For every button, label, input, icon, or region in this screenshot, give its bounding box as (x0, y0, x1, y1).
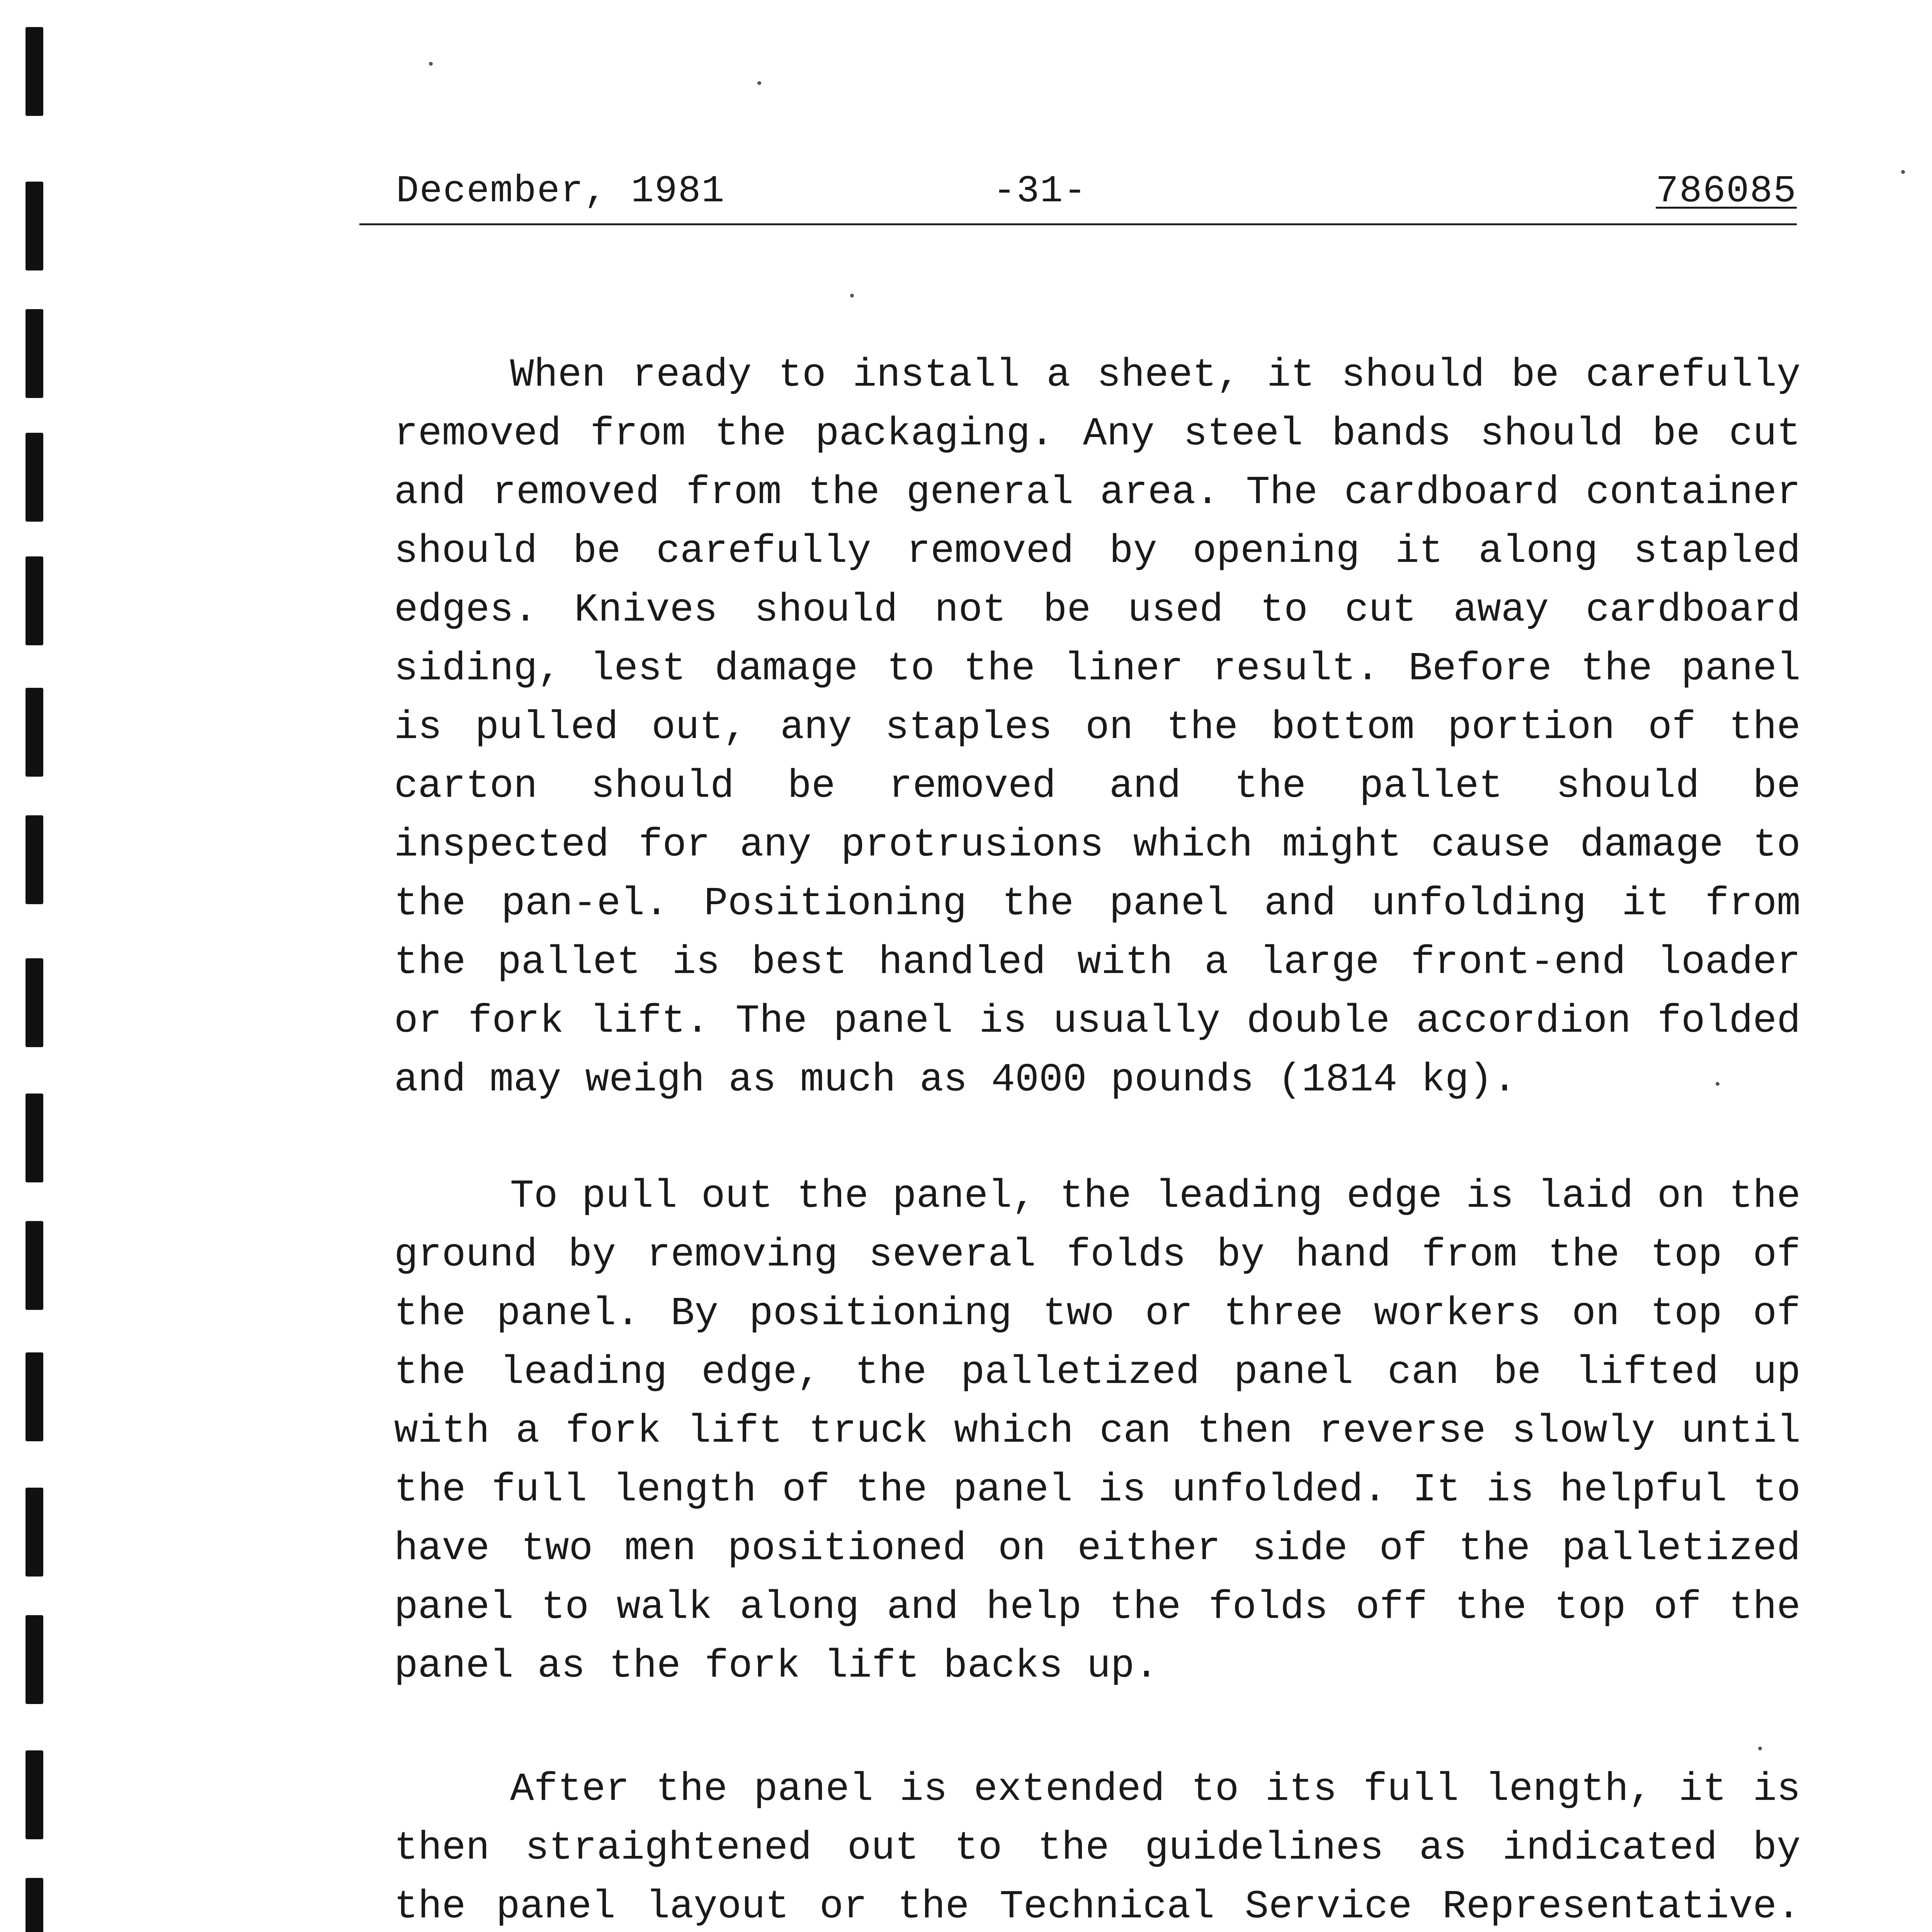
binder-mark (26, 1094, 43, 1182)
header-page-number: -31- (993, 170, 1087, 213)
scan-speck (1901, 170, 1905, 174)
header-date: December, 1981 (396, 170, 725, 213)
binder-mark (26, 556, 43, 645)
binder-mark (26, 309, 43, 398)
body-paragraph: After the panel is extended to its full length, it is then straightened out to the guidelines as indicated by the panel layout or the Technical Service Representative. (394, 1767, 1801, 1929)
header-document-number: 786085 (1656, 170, 1797, 213)
binder-mark (26, 1750, 43, 1839)
scan-speck (850, 294, 854, 298)
binder-mark (26, 1352, 43, 1441)
scan-speck (429, 62, 433, 66)
scan-speck (1758, 1747, 1762, 1750)
binder-mark (26, 1488, 43, 1577)
header-rule (359, 223, 1797, 225)
binder-mark (26, 1615, 43, 1704)
body-paragraph: To pull out the panel, the leading edge is laid on the ground by removing several folds by hand from the top of the panel. By positioning two or three workers on top of the leading edge, the palletized panel can be lifted up with a fork lift truck which can then reverse slowly until the full length of the panel is unfolded. It is helpful to have two men positioned on either side of the palletized panel to walk along and help the folds off the top of the panel as the fork lift backs up. (394, 1173, 1801, 1689)
binder-mark (26, 815, 43, 904)
page-header (359, 170, 1797, 228)
binder-mark (26, 182, 43, 270)
binder-mark (26, 27, 43, 116)
scan-speck (757, 81, 761, 85)
binder-mark (26, 1878, 43, 1932)
body-paragraph: When ready to install a sheet, it should be carefully removed from the packaging. Any steel bands should be cut and removed from the general area. The cardboard container should be carefully removed by opening it along stapled edges. Knives should not be used to cut away cardboard siding, lest damage to the liner result. Before the panel is pulled out, any staples on the bottom portion of the carton should be removed and the pallet should be inspected for any protrusions which might cause damage to the pan-el. Positioning the panel and unfolding it from the pallet is best handled with a large front-end loader or fork lift. The panel is usually double accordion folded and may weigh as much as 4000 pounds (1814 kg). (394, 352, 1801, 1102)
binder-mark (26, 958, 43, 1047)
binder-mark (26, 688, 43, 777)
binder-mark (26, 433, 43, 522)
binder-mark (26, 1221, 43, 1310)
